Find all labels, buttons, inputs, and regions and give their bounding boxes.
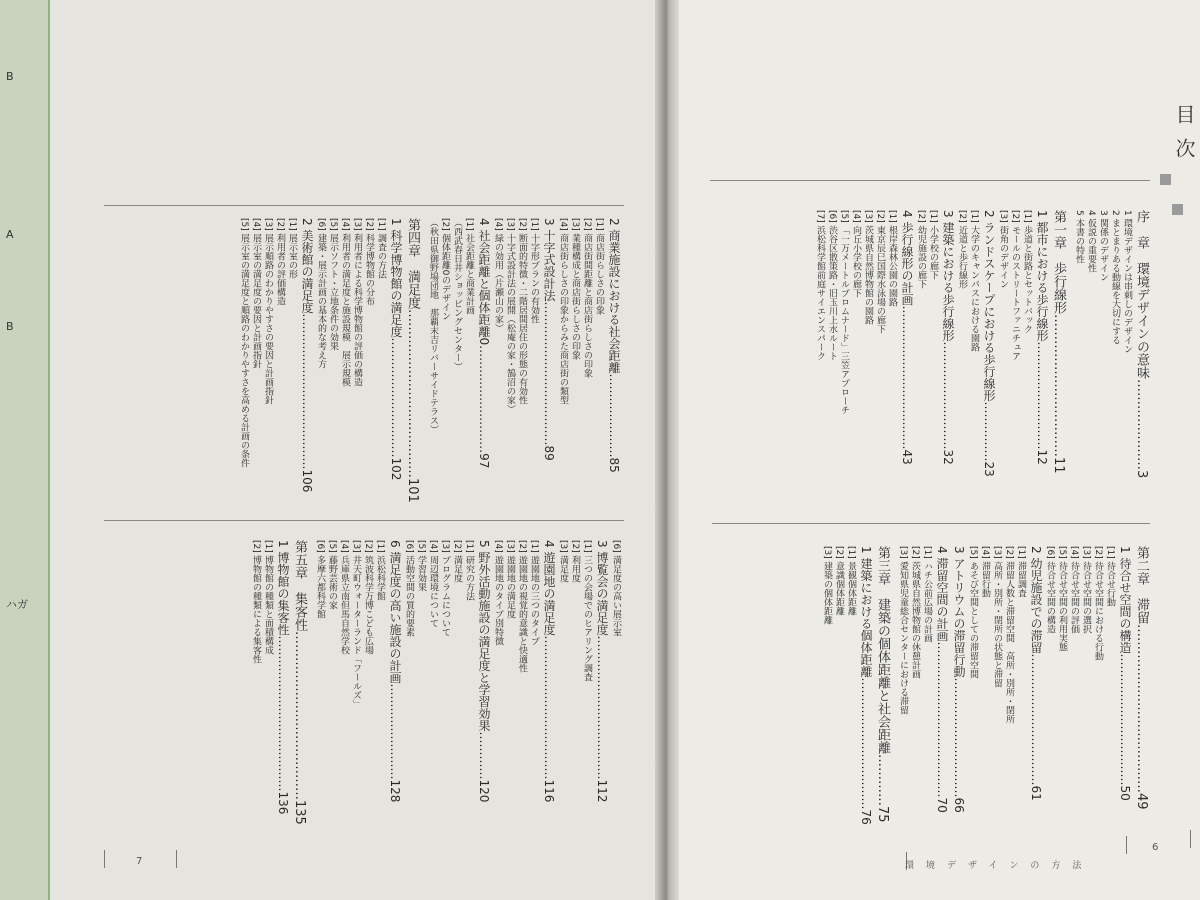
toc-section: 1 博物館の集客性…………………………………136: [276, 540, 290, 815]
toc-subsection: [7] 浜松科学館前庭サイエンスパーク: [815, 210, 825, 361]
toc-subsection: [3] プログラムについて: [440, 540, 450, 637]
toc-section: 3 アトリウムの滞留行動…………………………66: [952, 546, 966, 813]
divider-rule: [104, 520, 624, 521]
toc-subsection: [1] 研究の方法: [464, 540, 474, 601]
toc-subsection: [3] 遊園地の満足度: [505, 540, 515, 619]
toc-section: 2 美術館の満足度…………………………………106: [300, 218, 314, 493]
ruler-mark: A: [6, 228, 14, 241]
toc-subsection: [4] 緑の効用（片瀬山の家）: [493, 218, 503, 333]
toc-subsection: [4] 待合せ空間の評価: [1069, 546, 1079, 634]
toc-subsection: [2] 近道と歩行線形: [957, 210, 967, 289]
toc-subsection: [2] 利用者の評価構造: [275, 218, 285, 306]
toc-subsection: [6] 建築・展示計画の基本的な考え方: [316, 218, 326, 369]
toc-subsection: [2] 商店街間距離と商店街らしさの印象: [582, 218, 592, 378]
toc-chapter: 第三章 建築の個体距離と社会距離…………75: [875, 546, 890, 823]
toc-chapter: 序 章 環境デザインの意味…………………3: [1134, 210, 1149, 479]
toc-section: 4 滞留空間の計画…………………………………70: [935, 546, 949, 813]
title-square: [1160, 174, 1171, 185]
toc-subsection: [1] 歩道と街路とセットバック: [1022, 210, 1032, 334]
toc-subsection: [1] 遊園地の三つのタイプ: [529, 540, 539, 646]
toc-subsection: [2] 科学博物館の分布: [364, 218, 374, 306]
toc-subsection: [4] 滞留行動: [980, 546, 990, 598]
toc-subsection: [1] 根岸森林公園の園路: [887, 210, 897, 307]
page-number-left: 7: [136, 856, 143, 867]
footer-book-title: 環境デザインの方法: [905, 861, 1094, 871]
toc-chapter: 第一章 歩行線形……………………………11: [1051, 210, 1066, 474]
toc-subsection: [3] 利用者による科学博物館の評価の構造: [352, 218, 362, 387]
footer-tick: [1126, 836, 1127, 854]
toc-subsection: [6] 渋谷区散策路・旧玉川上水ルート: [827, 210, 837, 361]
toc-subsection: [4] 周辺環境について: [428, 540, 438, 628]
footer-tick: [1190, 830, 1191, 848]
title-square: [1172, 204, 1183, 215]
book-gutter: [655, 0, 679, 900]
toc-subsection: [2] 利用度: [570, 540, 580, 583]
toc-subsection: [4] 向丘小学校の廊下: [851, 210, 861, 298]
toc-section: 4 遊園地の満足度………………………………116: [542, 540, 556, 803]
toc-subsection: 2 まとまりある動線を大切にする: [1110, 210, 1120, 345]
toc-section: 4 歩行線形の計画………………………………43: [900, 210, 914, 465]
toc-section: 3 博覧会の満足度………………………………112: [595, 540, 609, 803]
toc-subsection: [2] 個体距離0のデザイン: [440, 218, 450, 321]
toc-section: 2 ランドスケープにおける歩行線形……………23: [982, 210, 996, 477]
toc-subsection: [1] 展示室の形: [287, 218, 297, 279]
toc-subsection: 4 仮説の重要性: [1086, 210, 1096, 273]
toc-section: 2 商業施設における社会距離…………………85: [607, 218, 621, 473]
toc-subsection: [5] 展示室の満足度と順路のわかりやすさを高める計画の条件: [239, 218, 249, 468]
toc-subsection: [2] 遊園地の視覚的意識と快適性: [517, 540, 527, 673]
ruler-mark: B: [6, 70, 14, 83]
divider-rule: [712, 523, 1150, 524]
toc-section: 2 幼児施設での滞留……………………………61: [1029, 546, 1043, 801]
toc-section: 1 待合せ空間の構造……………………………50: [1118, 546, 1132, 801]
toc-subsection: [3] 井天町ウォーターランド「フールズ」: [351, 540, 361, 709]
toc-subsection: [1] 十字形プランの有効性: [529, 218, 539, 324]
footer-tick: [176, 850, 177, 868]
toc-subsection: [1] 小学校の廊下: [928, 210, 938, 280]
toc-subsection: [4] 兵庫県立南但馬自然学校: [339, 540, 349, 655]
toc-subsection: [2] 滞留人数と滞留空間 高所・別所・閉所: [1004, 546, 1014, 724]
toc-subsection: [3] 建築の個体距離: [822, 546, 832, 625]
toc-section: 3 建築における歩行線形………………………32: [941, 210, 955, 465]
toc-section: 5 野外活動施設の満足度と学習効果…………120: [477, 540, 491, 803]
toc-subsection: [2] 筑波科学万博こども広場: [363, 540, 373, 655]
divider-rule: [104, 205, 624, 206]
toc-chapter: 第四章 満足度…………………………………101: [405, 218, 420, 503]
toc-left-top: [112, 218, 622, 503]
toc-section: 4 社会距離と個体距離0………………………97: [477, 218, 491, 469]
toc-subsection: [3] 満足度: [558, 540, 568, 583]
footer-tick: [104, 850, 105, 868]
toc-subsection: [4] 展示室の満足度の要因と計画指針: [251, 218, 261, 369]
toc-subsection: [3] 待合せ空間の選択: [1081, 546, 1091, 634]
ruler-strip: [0, 0, 48, 900]
toc-chapter: 第二章 滞留…………………………………49: [1134, 546, 1149, 810]
toc-subsection: [3] 街角のデザイン: [998, 210, 1008, 289]
toc-subsection: [6] 多摩六都科学館: [315, 540, 325, 619]
toc-subsection: [1] 商店街らしさの印象: [594, 218, 604, 315]
toc-subsection: [1] 浜松科学館: [375, 540, 385, 601]
toc-subsection: [3] 愛知県児童総合センターにおける滞留: [898, 546, 908, 715]
toc-subsection: [3] 十字式設計法の展開（松庵の家・鵠沼の家）: [505, 218, 515, 414]
toc-subsection: [2] モールのストリートファニチュア: [1010, 210, 1020, 361]
toc-subsection: [2] 満足度: [452, 540, 462, 583]
toc-subsection: [3] 茨城県自然博物館の園路: [863, 210, 873, 325]
toc-subsection: [6] 満足度の高い展示室: [611, 540, 621, 637]
toc-subsection: [1] ハチ公前広場の計画: [922, 546, 932, 643]
toc-subsection: （秋田県御野場団地 那覇末吉リバーサイドテラス）: [428, 218, 438, 434]
toc-title: 目次: [1172, 104, 1196, 172]
toc-subsection: [2] 東京辰巳国際水泳場の廊下: [875, 210, 885, 334]
toc-subsection: [3] 展示順路のわかりやすさの要因と計画指針: [263, 218, 273, 405]
toc-subsection: [3] 高所・別所・閉所の状態と滞留: [992, 546, 1002, 688]
toc-subsection: [1] 大学のキャンパスにおける園路: [969, 210, 979, 352]
toc-section: 6 満足度の高い施設の計画……………………128: [388, 540, 402, 803]
toc-subsection: [2] 断面的特徴・二階居間居住の形態の有効性: [517, 218, 527, 405]
toc-section: 1 科学博物館の満足度…………………………102: [389, 218, 403, 481]
toc-subsection: [5] 待合せ空間の利用実態: [1057, 546, 1067, 652]
toc-subsection: [4] 利用者の満足度と施設規模 展示規模: [340, 218, 350, 387]
toc-subsection: [2] 幼児施設の廊下: [916, 210, 926, 289]
toc-subsection: [1] 景観個体距離: [846, 546, 856, 616]
toc-subsection: [1] 三つの会場でのヒアリング調査: [582, 540, 592, 682]
toc-subsection: [5] あそび空間としての滞留空間: [968, 546, 978, 679]
toc-subsection: [2] 意識個体距離: [834, 546, 844, 616]
toc-left-bottom: [112, 540, 622, 840]
toc-section: 3 十字式設計法………………………………89: [542, 218, 556, 461]
toc-subsection: 5 本書の特性: [1074, 210, 1084, 264]
ruler-mark: ハガ: [6, 598, 28, 611]
toc-subsection: （西武春日井ショッピングセンター）: [452, 218, 462, 371]
toc-subsection: [1] 滞留調査: [1016, 546, 1026, 598]
toc-chapter: 第五章 集客性…………………………………135: [292, 540, 307, 825]
toc-subsection: 3 関係のデザイン: [1098, 210, 1108, 282]
divider-rule: [710, 180, 1150, 181]
toc-subsection: [4] 遊園地のタイプ別特徴: [493, 540, 503, 646]
toc-right-top: [730, 210, 1150, 480]
toc-subsection: [2] 待合せ空間における行動: [1093, 546, 1103, 661]
toc-subsection: [6] 待合せ空間の構造: [1045, 546, 1055, 634]
toc-section: 1 都市における歩行線形………………………12: [1035, 210, 1049, 465]
toc-section: 1 建築における個体距離……………………………76: [859, 546, 873, 825]
toc-subsection: [1] 社会距離と商業計画: [464, 218, 474, 315]
toc-subsection: [2] 茨城県自然博物館の休憩計画: [910, 546, 920, 679]
toc-subsection: [3] 業種構成と商店街らしさの印象: [570, 218, 580, 360]
toc-right-bottom: [732, 546, 1150, 836]
page-number-right: 6: [1152, 842, 1159, 853]
toc-subsection: 1 環境デザインは串刺しのデザイン: [1122, 210, 1132, 354]
toc-subsection: [5] 学習効果: [416, 540, 426, 592]
toc-subsection: [5] 藤野芸術の家: [327, 540, 337, 610]
toc-subsection: [6] 活動空間の質的要素: [404, 540, 414, 637]
toc-subsection: [1] 博物館の種類と面積構成: [263, 540, 273, 655]
toc-subsection: [2] 博物館の種類による集客性: [251, 540, 261, 664]
toc-subsection: [5] 展示ソフト・立地条件の効果: [328, 218, 338, 351]
toc-subsection: [5] 「一万メートルプロムナード」三笠アプローチ: [839, 210, 849, 415]
toc-subsection: [1] 調査の方法: [376, 218, 386, 279]
toc-subsection: [1] 待合せ行動: [1105, 546, 1115, 607]
ruler-mark: B: [6, 320, 14, 333]
toc-subsection: [4] 商店街らしさの印象からみた商店街の類型: [558, 218, 568, 405]
